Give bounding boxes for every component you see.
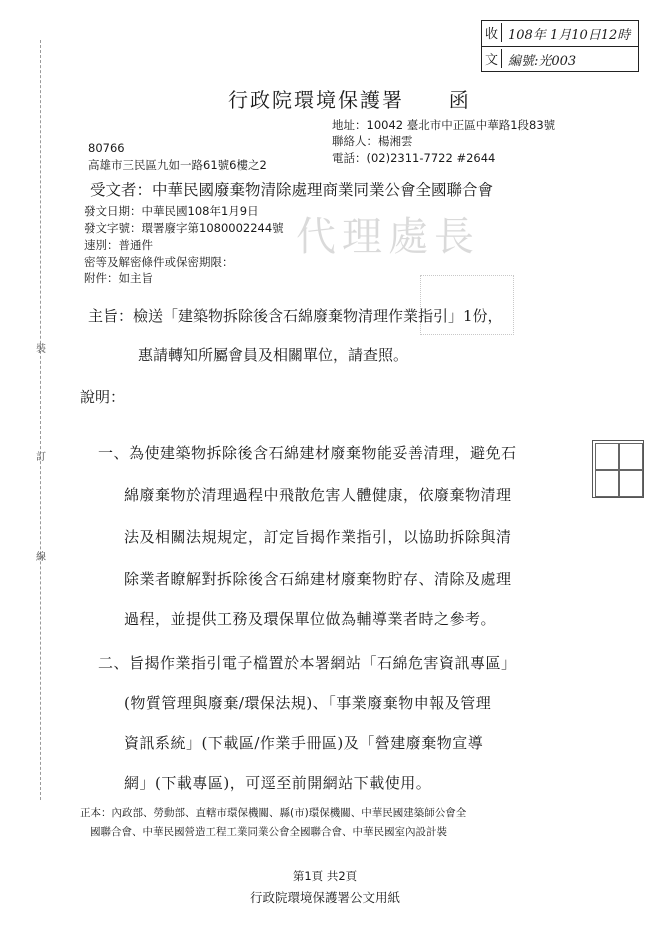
secrecy-level: 密等及解密條件或保密期限： <box>84 255 234 269</box>
binding-mark-ding: 訂 <box>36 452 46 463</box>
binding-line <box>40 40 41 800</box>
speed-class: 速別：普通件 <box>84 238 153 252</box>
binding-mark-xian: 線 <box>36 552 46 563</box>
item2-line-3: 資訊系統」(下載區/作業手冊區)及「營建廢棄物宣導 <box>124 734 484 752</box>
document-type: 函 <box>448 88 471 112</box>
received-stamp <box>481 20 639 72</box>
item1-line-5: 過程，並提供工務及環保單位做為輔導業者時之參考。 <box>124 610 497 628</box>
item2-line-2: (物質管理與廢棄/環保法規)、「事業廢棄物申報及管理 <box>124 694 492 712</box>
item1-line-2: 綿廢棄物於清理過程中飛散危害人體健康，依廢棄物清理 <box>124 486 512 504</box>
item2-line-4: 網」(下載專區)，可逕至前開網站下載使用。 <box>124 774 432 792</box>
stamp-label-document: 文 <box>482 49 502 68</box>
stamp-received-date: 108年 1月10日12時 <box>508 28 631 43</box>
sender-phone: 電話：(02)2311-7722 #2644 <box>332 151 496 165</box>
stamp-document-number: 編號:光003 <box>508 54 577 69</box>
stamp-label-received: 收 <box>482 23 502 42</box>
recipient: 受文者：中華民國廢棄物清除處理商業同業公會全國聯合會 <box>90 181 494 199</box>
issue-date: 發文日期：中華民國108年1月9日 <box>84 204 259 218</box>
sender-contact: 聯絡人：楊湘雲 <box>332 134 413 148</box>
item1-line-3: 法及相關法規規定，訂定旨揭作業指引，以協助拆除與清 <box>124 528 512 546</box>
attachment: 附件：如主旨 <box>84 271 153 285</box>
agency-name: 行政院環境保護署 <box>228 88 404 112</box>
subject-line-1: 主旨：檢送「建築物拆除後含石綿廢棄物清理作業指引」1份， <box>88 307 503 325</box>
issue-number: 發文字號：環署廢字第1080002244號 <box>84 221 284 235</box>
explanation-label: 說明： <box>80 388 126 406</box>
paper-label: 行政院環境保護署公文用紙 <box>249 890 400 905</box>
subject-line-2: 惠請轉知所屬會員及相關單位，請查照。 <box>138 346 409 364</box>
copies-line-1: 正本：內政部、勞動部、直轄市環保機關、縣(市)環保機關、中華民國建築師公會全 <box>80 807 467 819</box>
binding-mark-zhuang: 裝 <box>36 344 46 355</box>
page-number: 第1頁 共2頁 <box>292 869 358 883</box>
side-seal <box>592 440 644 498</box>
recipient-street: 高雄市三民區九如一路61號6樓之2 <box>88 158 267 172</box>
agency-seal: 代理處長 <box>296 214 480 260</box>
copies-line-2: 國聯合會、中華民國營造工程工業同業公會全國聯合會、中華民國室內設計裝 <box>90 826 447 838</box>
page-title <box>228 84 471 113</box>
item2-line-1: 二、旨揭作業指引電子檔置於本署網站「石綿危害資訊專區」 <box>98 654 517 672</box>
recipient-postal-code: 80766 <box>88 141 125 155</box>
sender-address: 地址：10042 臺北市中正區中華路1段83號 <box>332 118 556 132</box>
item1-line-1: 一、為使建築物拆除後含石綿建材廢棄物能妥善清理，避免石 <box>98 444 517 462</box>
item1-line-4: 除業者瞭解對拆除後含石綿建材廢棄物貯存、清除及處理 <box>124 570 512 588</box>
